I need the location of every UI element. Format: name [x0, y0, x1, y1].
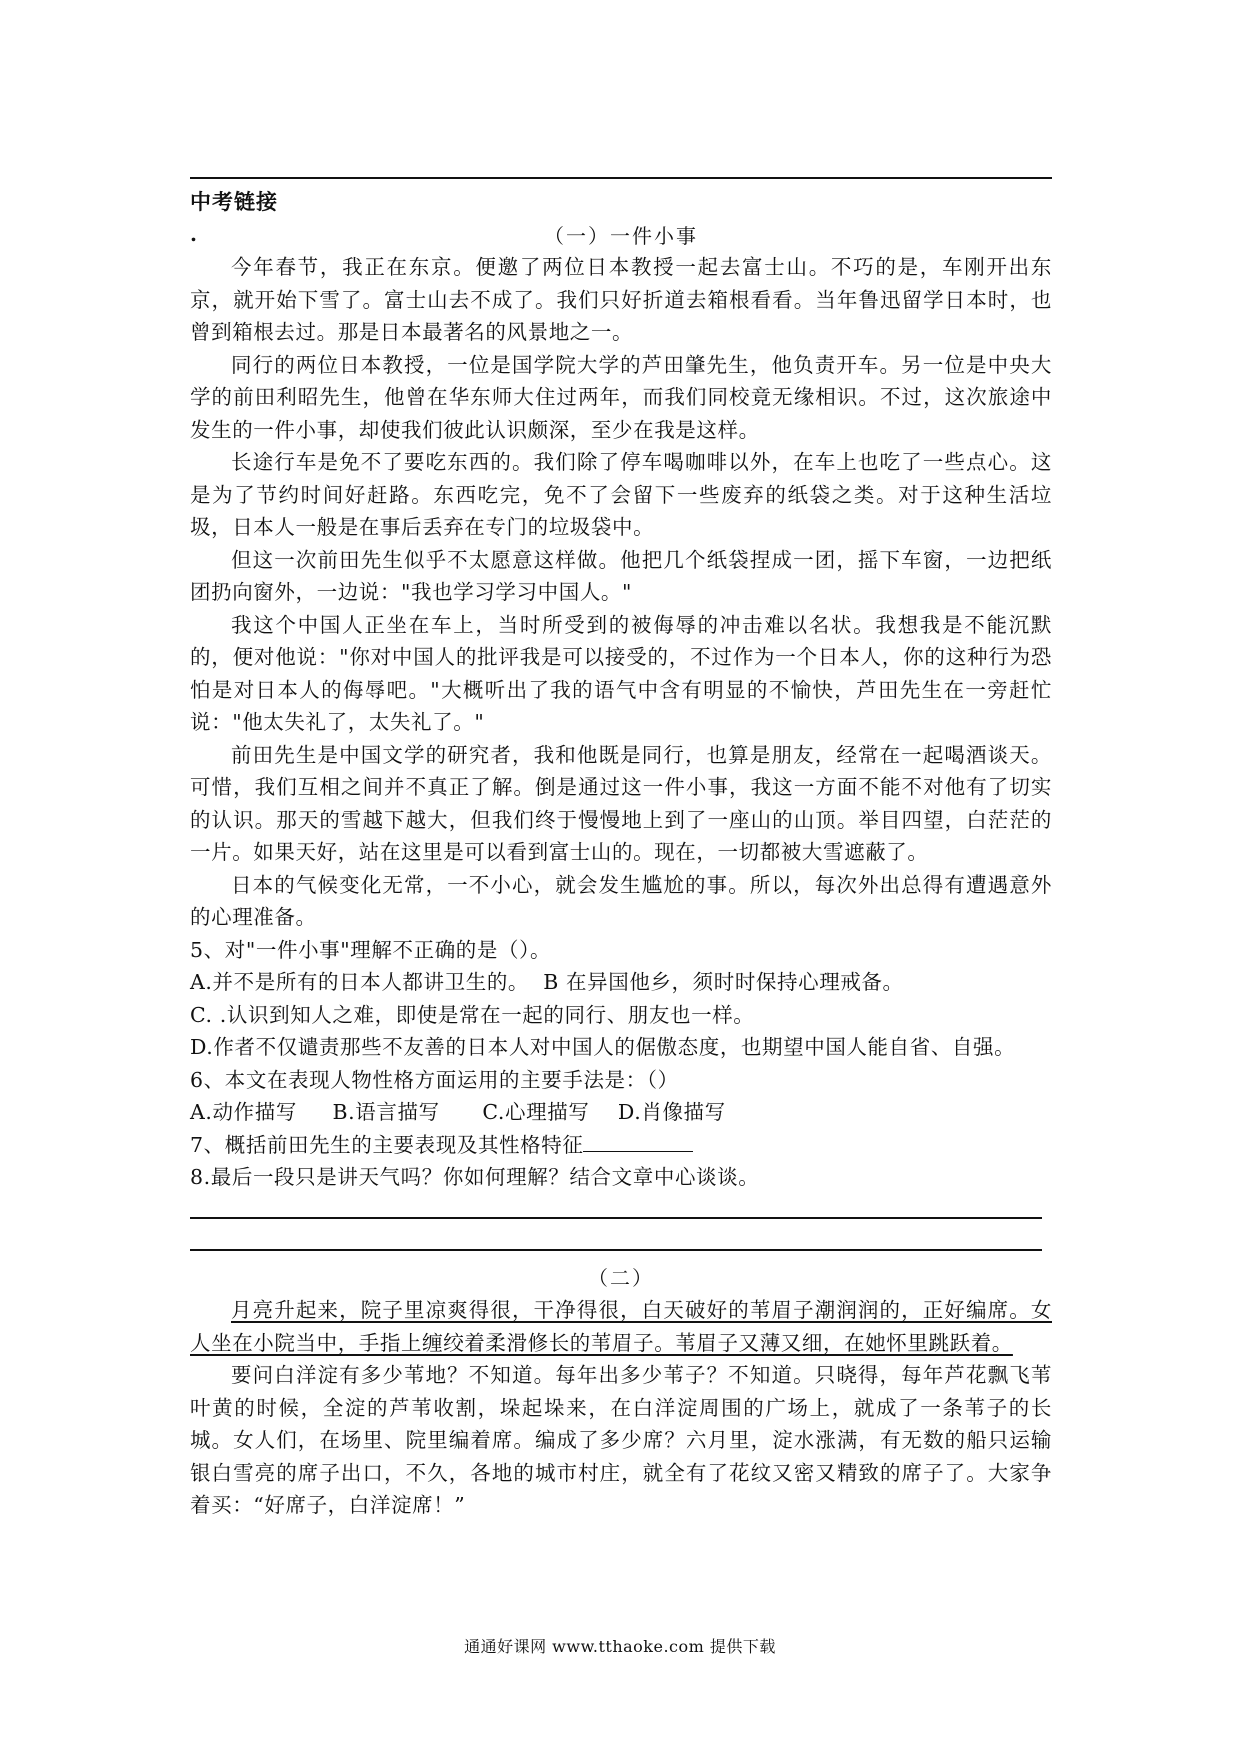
- question-8: 8.最后一段只是讲天气吗？你如何理解？结合文章中心谈谈。: [190, 1165, 760, 1189]
- stray-dot: .: [190, 222, 197, 246]
- answer-blank[interactable]: [583, 1150, 693, 1152]
- paragraph: 前田先生是中国文学的研究者，我和他既是同行，也算是朋友，经常在一起喝酒谈天。可惜，我们互相之间并不真正了解。倒是通过这一件小事，我这一方面不能不对他有了切实的认识。那天的雪越下越大，但我们终于慢慢地上到了一座山的山顶。举目四望，白茫茫的一片。如果天好，站在这里是可以看到富士山的。现在，一切都被大雪遮蔽了。: [190, 742, 1052, 864]
- paragraph: 今年春节，我正在东京。便邀了两位日本教授一起去富士山。不巧的是，车刚开出东京，就开始下雪了。富士山去不成了。我们只好折道去箱根看看。当年鲁迅留学日本时，也曾到箱根去过。那是日本最著名的风景地之一。: [190, 255, 1052, 344]
- question-7: 7、概括前田先生的主要表现及其性格特征: [190, 1132, 584, 1157]
- question-7-row: [190, 1129, 1052, 1162]
- passage-1-title: （一）一件小事: [544, 224, 698, 248]
- question-5-option-d: D.作者不仅谴责那些不友善的日本人对中国人的倨傲态度，也期望中国人能自省、自强。: [190, 1035, 1016, 1059]
- paragraph: 要问白洋淀有多少苇地？不知道。每年出多少苇子？不知道。只晓得，每年芦花飘飞苇叶黄的时候，全淀的芦苇收割，垛起垛来，在白洋淀周围的广场上，就成了一条苇子的长城。女人们，在场里、院里编着席。编成了多少席？六月里，淀水涨满，有无数的船只运输银白雪亮的席子出口，不久，各地的城市村庄，就全有了花纹又密又精致的席子了。大家争着买：“好席子，白洋淀席！”: [190, 1363, 1052, 1517]
- passage-2-title: （二）: [588, 1266, 654, 1290]
- passage-2-body: [190, 1294, 1052, 1522]
- question-5-option-c: C. .认识到知人之难，即使是常在一起的同行、朋友也一样。: [190, 1002, 755, 1027]
- paragraph: 同行的两位日本教授，一位是国学院大学的芦田肇先生，他负责开车。另一位是中央大学的前田利昭先生，他曾在华东师大住过两年，而我们同校竟无缘相识。不过，这次旅途中发生的一件小事，却使我们彼此认识颇深，至少在我是这样。: [190, 352, 1052, 442]
- paragraph: 我这个中国人正坐在车上，当时所受到的被侮辱的冲击难以名状。我想我是不能沉默的，便对他说："你对中国人的批评我是可以接受的，不过作为一个日本人，你的这种行为恐怕是对日本人的侮辱吧。"大概听出了我的语气中含有明显的不愉快，芦田先生在一旁赶忙说："他太失礼了，太失礼了。": [190, 612, 1052, 734]
- paragraph: 长途行车是免不了要吃东西的。我们除了停车喝咖啡以外，在车上也吃了一些点心。这是为了节约时间好赶路。东西吃完，免不了会留下一些废弃的纸袋之类。对于这种生活垃圾，日本人一般是在事后丢弃在专门的垃圾袋中。: [190, 450, 1052, 539]
- answer-line[interactable]: [190, 1249, 1042, 1251]
- footer-text: 通通好课网 www.tthaoke.com 提供下载: [464, 1637, 776, 1656]
- paragraph-underlined: [190, 1294, 1052, 1359]
- passage-1-body: [190, 251, 1052, 1194]
- question-6: 6、本文在表现人物性格方面运用的主要手法是：（）: [190, 1067, 679, 1092]
- question-block: [190, 934, 1052, 1194]
- paragraph: 日本的气候变化无常，一不小心，就会发生尴尬的事。所以，每次外出总得有遭遇意外的心理准备。: [190, 872, 1052, 929]
- question-6-options: A.动作描写 B.语言描写 C.心理描写 D.肖像描写: [190, 1100, 726, 1124]
- paragraph: 但这一次前田先生似乎不太愿意这样做。他把几个纸袋捏成一团，摇下车窗，一边把纸团扔向窗外，一边说："我也学习学习中国人。": [190, 547, 1052, 604]
- section-heading: 中考链接: [190, 189, 278, 214]
- question-5-options-ab: A.并不是所有的日本人都讲卫生的。 B 在异国他乡，须时时保持心理戒备。: [190, 970, 904, 994]
- underlined-text: 月亮升起来，院子里凉爽得很，干净得很，白天破好的苇眉子潮润润的，正好编席。女人坐在小院当中，手指上缠绞着柔滑修长的苇眉子。苇眉子又薄又细，在她怀里跳跃着。: [190, 1298, 1052, 1355]
- top-rule: [190, 177, 1052, 179]
- question-5: 5、对"一件小事"理解不正确的是（）。: [190, 937, 552, 962]
- answer-line[interactable]: [190, 1217, 1042, 1219]
